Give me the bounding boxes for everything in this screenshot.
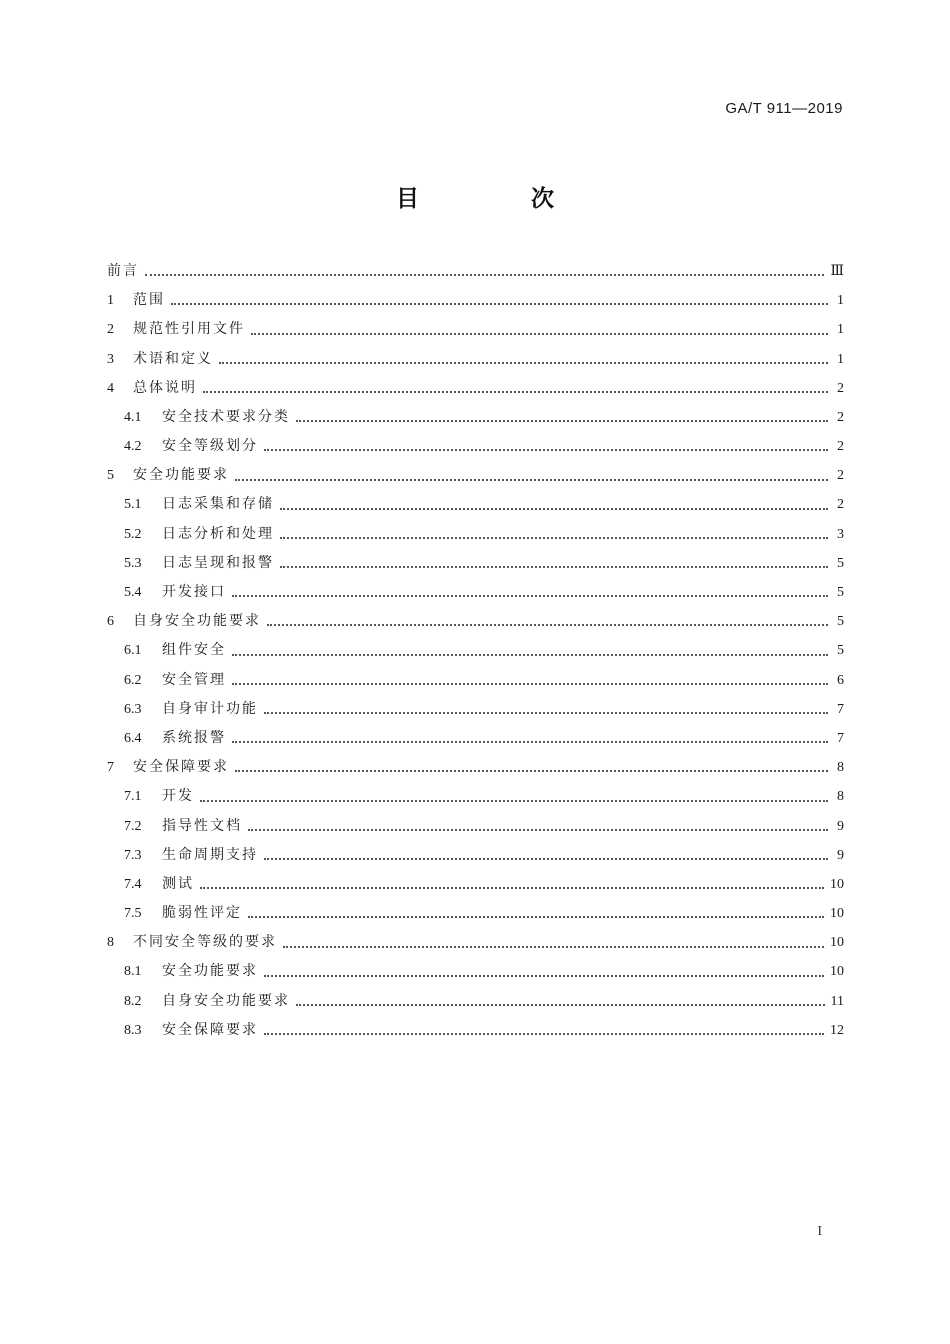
- toc-entry-number: 6.3: [124, 701, 142, 717]
- toc-entry-label: 日志分析和处理: [162, 525, 274, 542]
- toc-dot-leader: [232, 595, 828, 597]
- toc-entry-label: 自身安全功能要求: [162, 992, 290, 1009]
- toc-entry-page: 2: [837, 439, 844, 455]
- toc-entry-number: 7.3: [124, 847, 142, 863]
- toc-entry-page: 7: [837, 730, 844, 746]
- toc-entry-page: 2: [837, 409, 844, 425]
- toc-entry-label: 安全等级划分: [162, 438, 258, 455]
- toc-dot-leader: [171, 303, 828, 305]
- toc-entry-page: 10: [830, 935, 844, 951]
- toc-entry-page: 10: [830, 876, 844, 892]
- toc-entry-page: 10: [830, 906, 844, 922]
- toc-entry-number: 4: [107, 380, 114, 396]
- toc-dot-leader: [264, 1033, 824, 1035]
- toc-entry-number: 8: [107, 935, 114, 951]
- toc-entry[interactable]: [107, 520, 844, 549]
- toc-entry-number: 4.1: [124, 409, 142, 425]
- toc-entry[interactable]: [107, 636, 844, 665]
- toc-entry-number: 6.1: [124, 643, 142, 659]
- toc-dot-leader: [280, 566, 828, 568]
- toc-entry[interactable]: [107, 987, 844, 1016]
- toc-entry-number: 5.3: [124, 555, 142, 571]
- toc-entry-page: 7: [837, 701, 844, 717]
- toc-dot-leader: [280, 537, 828, 539]
- toc-entry-number: 6.4: [124, 730, 142, 746]
- toc-entry-label: 总体说明: [133, 379, 197, 396]
- toc-entry-label: 开发接口: [162, 584, 226, 601]
- toc-dot-leader: [235, 479, 828, 481]
- toc-entry[interactable]: [107, 491, 844, 520]
- toc-dot-leader: [248, 829, 828, 831]
- toc-dot-leader: [264, 858, 828, 860]
- toc-entry[interactable]: [107, 607, 844, 636]
- toc-entry-label: 安全功能要求: [162, 963, 258, 980]
- standard-code: GA/T 911—2019: [725, 100, 843, 117]
- toc-entry-number: 5.4: [124, 585, 142, 601]
- toc-entry-label: 日志采集和存储: [162, 496, 274, 513]
- toc-entry-label: 安全技术要求分类: [162, 408, 290, 425]
- toc-entry-number: 6.2: [124, 672, 142, 688]
- toc-entry-page: 9: [837, 847, 844, 863]
- toc-entry-label: 系统报警: [162, 729, 226, 746]
- toc-entry[interactable]: [107, 578, 844, 607]
- toc-entry-page: 11: [830, 993, 844, 1009]
- page-title: 目 次: [395, 186, 606, 212]
- toc-dot-leader: [264, 975, 824, 977]
- toc-entry-number: 5.2: [124, 526, 142, 542]
- page-number: I: [817, 1224, 822, 1239]
- toc-entry[interactable]: [107, 286, 844, 315]
- toc-entry-label: 指导性文档: [162, 817, 242, 834]
- toc-entry-page: 5: [837, 585, 844, 601]
- toc-entry-label: 范围: [133, 292, 165, 309]
- toc-entry-number: 6: [107, 614, 114, 630]
- toc-entry-number: 7: [107, 760, 114, 776]
- toc-dot-leader: [280, 508, 828, 510]
- toc-dot-leader: [200, 800, 828, 802]
- toc-entry-label: 生命周期支持: [162, 846, 258, 863]
- toc-entry-label: 前言: [107, 262, 139, 279]
- toc-entry-number: 7.1: [124, 789, 142, 805]
- toc-entry-page: 2: [837, 497, 844, 513]
- toc-dot-leader: [248, 916, 824, 918]
- toc-dot-leader: [235, 770, 828, 772]
- toc-entry-page: 5: [837, 614, 844, 630]
- toc-entry[interactable]: [107, 549, 844, 578]
- toc-dot-leader: [219, 362, 828, 364]
- toc-dot-leader: [203, 391, 828, 393]
- toc-entry[interactable]: [107, 841, 844, 870]
- toc-entry[interactable]: [107, 461, 844, 490]
- toc-entry-page: 2: [837, 468, 844, 484]
- toc-entry-label: 开发: [162, 788, 194, 805]
- toc-dot-leader: [267, 624, 828, 626]
- toc-entry-label: 不同安全等级的要求: [133, 934, 277, 951]
- toc-entry-number: 8.1: [124, 964, 142, 980]
- toc-dot-leader: [264, 712, 828, 714]
- toc-entry-page: 5: [837, 643, 844, 659]
- toc-dot-leader: [200, 887, 824, 889]
- toc-entry[interactable]: [107, 403, 844, 432]
- toc-entry-label: 自身审计功能: [162, 700, 258, 717]
- toc-entry[interactable]: [107, 812, 844, 841]
- toc-entry-number: 7.4: [124, 876, 142, 892]
- toc-entry[interactable]: [107, 870, 844, 899]
- toc-entry-number: 4.2: [124, 439, 142, 455]
- toc-entry-page: Ⅲ: [830, 263, 844, 279]
- toc-entry-label: 自身安全功能要求: [133, 613, 261, 630]
- toc-dot-leader: [283, 946, 824, 948]
- toc-entry-number: 7.2: [124, 818, 142, 834]
- toc-entry-page: 8: [837, 760, 844, 776]
- toc-entry[interactable]: [107, 753, 844, 782]
- toc-entry-label: 日志呈现和报警: [162, 554, 274, 571]
- toc-entry-label: 组件安全: [162, 642, 226, 659]
- toc-entry[interactable]: [107, 374, 844, 403]
- toc-entry[interactable]: [107, 782, 844, 811]
- toc-entry[interactable]: [107, 1016, 844, 1045]
- toc-dot-leader: [296, 1004, 825, 1006]
- toc-entry[interactable]: [107, 899, 844, 928]
- toc-entry[interactable]: [107, 928, 844, 957]
- toc-entry-page: 8: [837, 789, 844, 805]
- toc-entry-number: 7.5: [124, 906, 142, 922]
- toc-entry-page: 2: [837, 380, 844, 396]
- table-of-contents: [107, 257, 844, 1045]
- toc-entry-page: 3: [837, 526, 844, 542]
- toc-entry-page: 1: [837, 351, 844, 367]
- toc-entry-number: 1: [107, 293, 114, 309]
- toc-entry-page: 9: [837, 818, 844, 834]
- toc-entry-number: 5: [107, 468, 114, 484]
- toc-dot-leader: [264, 449, 828, 451]
- toc-entry[interactable]: [107, 958, 844, 987]
- toc-entry-page: 1: [837, 322, 844, 338]
- toc-entry-number: 8.2: [124, 993, 142, 1009]
- toc-entry-number: 8.3: [124, 1022, 142, 1038]
- toc-entry-label: 安全功能要求: [133, 467, 229, 484]
- toc-entry-number: 3: [107, 351, 114, 367]
- toc-entry[interactable]: [107, 724, 844, 753]
- toc-entry-label: 安全保障要求: [133, 759, 229, 776]
- toc-entry-label: 安全管理: [162, 671, 226, 688]
- toc-entry-page: 1: [837, 293, 844, 309]
- toc-entry-number: 5.1: [124, 497, 142, 513]
- toc-entry-label: 测试: [162, 875, 194, 892]
- toc-entry[interactable]: [107, 315, 844, 344]
- toc-dot-leader: [232, 741, 828, 743]
- toc-entry-label: 术语和定义: [133, 350, 213, 367]
- toc-entry-number: 2: [107, 322, 114, 338]
- toc-entry-page: 5: [837, 555, 844, 571]
- toc-entry-label: 脆弱性评定: [162, 905, 242, 922]
- toc-entry-page: 12: [830, 1022, 844, 1038]
- toc-dot-leader: [145, 274, 824, 276]
- toc-dot-leader: [232, 683, 828, 685]
- toc-dot-leader: [296, 420, 828, 422]
- toc-entry-label: 安全保障要求: [162, 1021, 258, 1038]
- toc-entry-page: 10: [830, 964, 844, 980]
- toc-entry[interactable]: [107, 666, 844, 695]
- toc-entry[interactable]: [107, 345, 844, 374]
- toc-dot-leader: [251, 333, 828, 335]
- toc-dot-leader: [232, 654, 828, 656]
- toc-entry-page: 6: [837, 672, 844, 688]
- toc-entry[interactable]: [107, 432, 844, 461]
- toc-entry-label: 规范性引用文件: [133, 321, 245, 338]
- toc-entry[interactable]: [107, 695, 844, 724]
- toc-entry[interactable]: [107, 257, 844, 286]
